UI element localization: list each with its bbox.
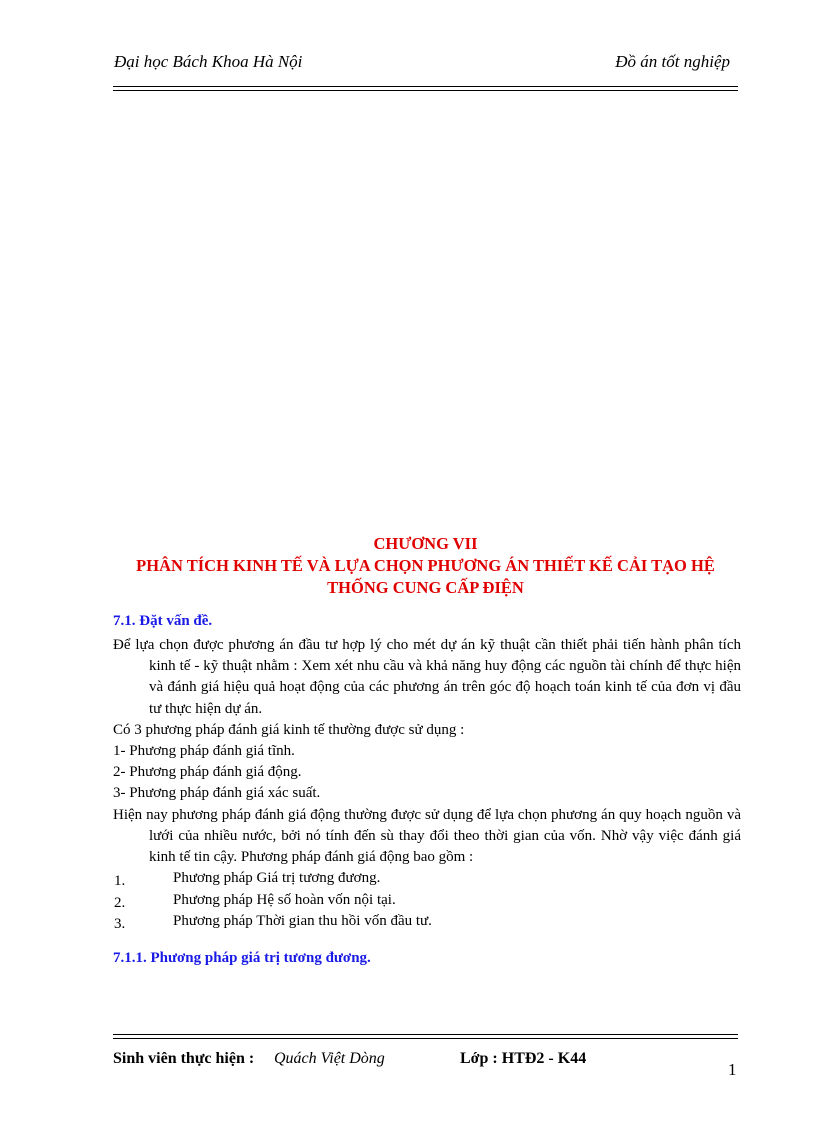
header-document-type: Đồ án tốt nghiệp bbox=[615, 52, 730, 71]
list-number: 2. bbox=[114, 894, 126, 911]
chapter-title-line2: THỐNG CUNG CẤP ĐIỆN bbox=[327, 578, 524, 597]
footer-class: Lớp : HTĐ2 - K44 bbox=[460, 1050, 587, 1067]
section-heading-7-1: 7.1. Đặt vấn đề. bbox=[113, 613, 213, 629]
method-item: 3- Phương pháp đánh giá xác suất. bbox=[113, 785, 321, 802]
footer-rule-bottom bbox=[113, 1038, 738, 1039]
chapter-title-line1: PHÂN TÍCH KINH TẾ VÀ LỰA CHỌN PHƯƠNG ÁN THIẾT KẾ CẢI TẠO HỆ bbox=[136, 556, 715, 575]
section-body bbox=[113, 635, 741, 933]
list-text: Phương pháp Thời gian thu hồi vốn đầu tư. bbox=[173, 913, 432, 930]
footer-student-label: Sinh viên thực hiện : bbox=[113, 1050, 255, 1067]
list-text: Phương pháp Giá trị tương đương. bbox=[173, 870, 381, 887]
section-heading-7-1-1: 7.1.1. Phương pháp giá trị tương đương. bbox=[113, 950, 371, 966]
methods-intro: Có 3 phương pháp đánh giá kinh tế thường được sử dụng : bbox=[113, 721, 465, 738]
header-university: Đại học Bách Khoa Hà Nội bbox=[114, 52, 303, 71]
list-number: 1. bbox=[114, 873, 126, 890]
method-item: 2- Phương pháp đánh giá động. bbox=[113, 764, 302, 781]
paragraph-investment: Để lựa chọn được phương án đầu tư hợp lý cho mét dự án kỹ thuật cần thiết phải tiến hành phân tích kinh tế - kỹ thuật nhằm : Xem xét nhu cầu và khả năng huy động các nguồn tài chính để thực hiện và đánh giá hiệu quả hoạt động của các phương án trên góc độ hoạch toán kinh tế của đơn vị đầu tư thực hiện dự án. bbox=[113, 637, 741, 717]
paragraph-dynamic-method: Hiện nay phương pháp đánh giá động thường được sử dụng để lựa chọn phương án quy hoạch nguồn và lưới của nhiều nước, bởi nó tính đến sù thay đổi theo thời gian của vốn. Nhờ vậy việc đánh giá kinh tế tin cậy. Phương pháp đánh giá động bao gồm : bbox=[113, 806, 741, 866]
header-rule-top bbox=[113, 86, 738, 87]
method-item: 1- Phương pháp đánh giá tĩnh. bbox=[113, 743, 295, 760]
footer-student-name: Quách Việt Dòng bbox=[274, 1050, 385, 1067]
list-number: 3. bbox=[114, 916, 126, 933]
page-number: 1 bbox=[728, 1060, 737, 1079]
header-rule-bottom bbox=[113, 90, 738, 91]
dynamic-method-item bbox=[113, 911, 741, 933]
list-text: Phương pháp Hệ số hoàn vốn nội tại. bbox=[173, 891, 396, 908]
footer-rule-top bbox=[113, 1034, 738, 1035]
dynamic-method-item bbox=[113, 890, 741, 912]
dynamic-method-item bbox=[113, 868, 741, 890]
chapter-number: CHƯƠNG VII bbox=[373, 534, 478, 553]
